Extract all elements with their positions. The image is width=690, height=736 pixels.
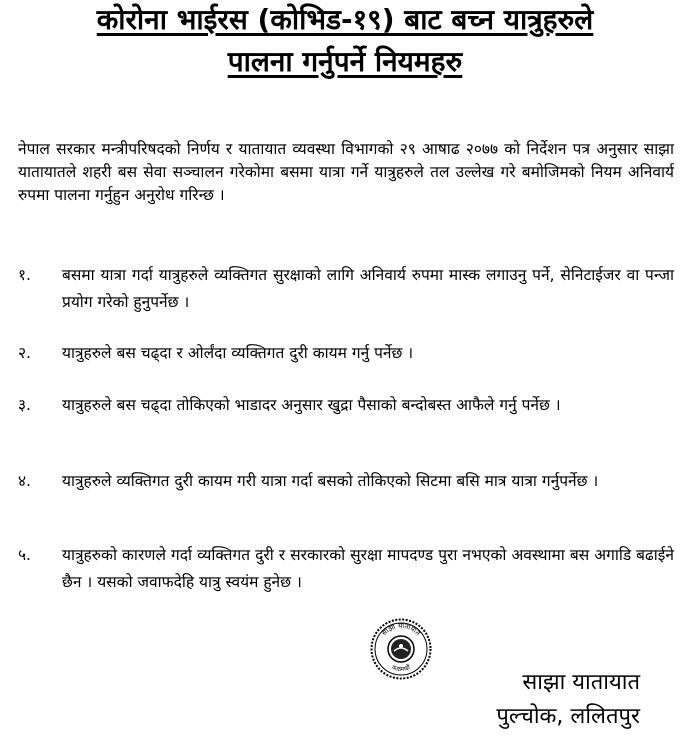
signature-location: पुल्चोक, ललितपुर [496,704,640,729]
rule-text: यात्रुहरुले बस चढ्दा तोकिएको भाडादर अनुसार खुद्रा पैसाको बन्दोबस्त आफैले गर्नु पर्नेछ । [62,396,561,414]
seal-top-text: साझा यातायात [380,621,422,638]
rule-text: यात्रुहरुको कारणले गर्दा व्यक्तिगत दुरी र सरकारको सुरक्षा मापदण्ड पुरा नभएको अवस्थामा बस अगाडि बढाईने छैन । यसको जवाफदेहि यात्रु स्वयंम हुनेछ । [62,546,674,591]
rule-text: यात्रुहरुले व्यक्तिगत दुरी कायम गरी यात्रा गर्दा बसको तोकिएको सिटमा बसि मात्र यात्रा गर्नुपर्नेछ । [62,472,599,490]
rule-item-1 [18,262,674,316]
rule-item-3 [18,392,674,419]
rule-number: ५. [18,546,31,564]
signature-organization: साझा यातायात [522,670,640,695]
seal-bottom-text: काठमाडौं [390,664,412,674]
rule-item-4 [18,468,674,495]
rule-number: ३. [18,396,31,414]
rule-item-2 [18,340,674,367]
title-line-2: पालना गर्नुपर्ने नियमहरु [227,45,463,78]
rule-number: २. [18,344,31,362]
title-line-1: कोरोना भाईरस (कोभिड-१९) बाट बच्न यात्रुहरुले [96,3,594,36]
rule-text: यात्रुहरुले बस चढ्दा र ओर्लंदा व्यक्तिगत दुरी कायम गर्नु पर्नेछ । [62,344,414,362]
rule-text: बसमा यात्रा गर्दा यात्रुहरुले व्यक्तिगत सुरक्षाको लागि अनिवार्य रुपमा मास्क लगाउनु पर्ने, सेनिटाईजर वा पन्जा प्रयोग गरेको हुनुपर्नेछ । [62,266,674,311]
intro-paragraph: नेपाल सरकार मन्त्रीपरिषदको निर्णय र यातायात व्यवस्था विभागको २९ आषाढ २०७७ को निर्देशन पत्र अनुसार साझा यातायातले शहरी बस सेवा सञ्चालन गरेकोमा बसमा यात्रा गर्ने यात्रुहरुले तल उल्लेख गरे बमोजिमको नियम अनिवार्य रुपमा पालना गर्नुहुन अनुरोध गरिन्छ । [18,140,674,204]
rule-item-5 [18,542,674,596]
rule-number: ४. [18,472,31,490]
rule-number: १. [18,266,31,284]
